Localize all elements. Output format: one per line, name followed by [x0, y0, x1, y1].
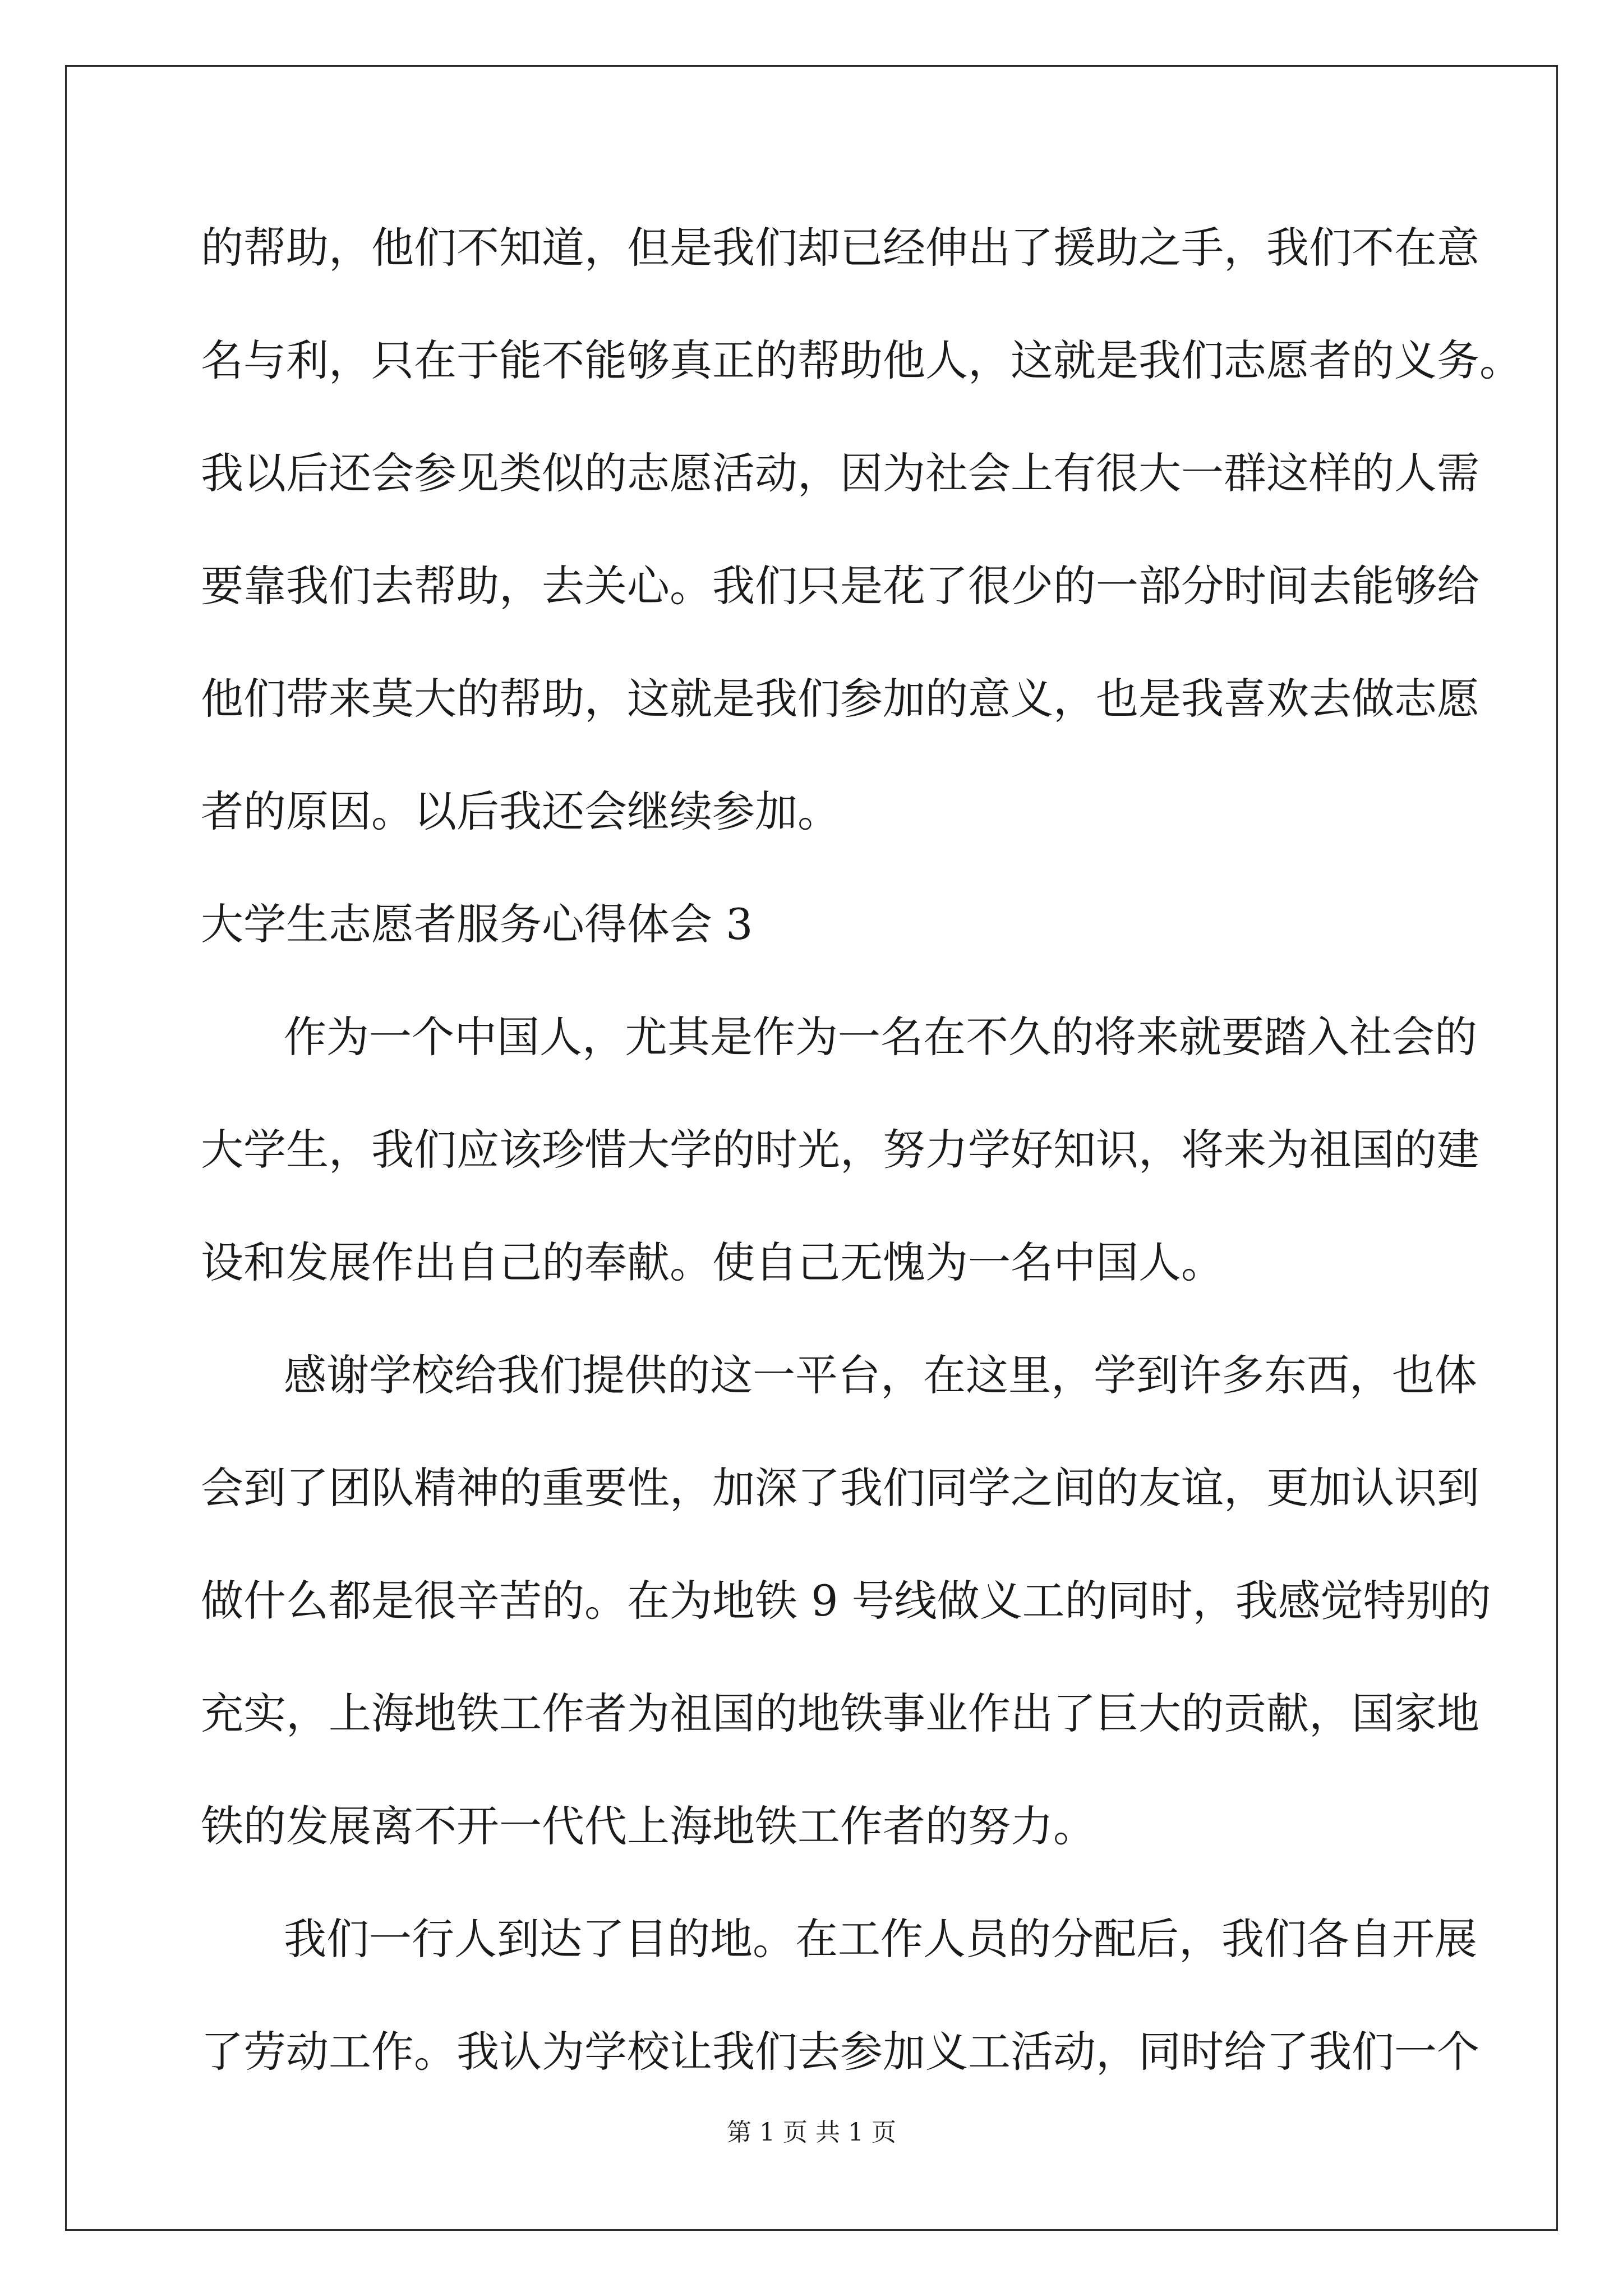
text-line: 我以后还会参见类似的志愿活动，因为社会上有很大一群这样的人需 [201, 448, 1479, 498]
text-line: 做什么都是很辛苦的。在为地铁 9 号线做义工的同时，我感觉特别的 [201, 1576, 1491, 1626]
text-line: 感谢学校给我们提供的这一平台，在这里，学到许多东西，也体 [284, 1350, 1477, 1400]
text-line: 了劳动工作。我认为学校让我们去参加义工活动，同时给了我们一个 [201, 2027, 1479, 2077]
text-line: 的帮助，他们不知道，但是我们却已经伸出了援助之手，我们不在意 [201, 223, 1479, 273]
text-line: 充实，上海地铁工作者为祖国的地铁事业作出了巨大的贡献，国家地 [201, 1688, 1479, 1738]
text-line: 大学生，我们应该珍惜大学的时光，努力学好知识，将来为祖国的建 [201, 1125, 1479, 1175]
text-line: 要靠我们去帮助，去关心。我们只是花了很少的一部分时间去能够给 [201, 561, 1479, 611]
text-line: 者的原因。以后我还会继续参加。 [201, 786, 840, 836]
text-line: 作为一个中国人，尤其是作为一名在不久的将来就要踏入社会的 [284, 1012, 1477, 1062]
text-line: 名与利，只在于能不能够真正的帮助他人，这就是我们志愿者的义务。 [201, 335, 1522, 385]
section-heading: 大学生志愿者服务心得体会 3 [201, 899, 753, 949]
text-line: 铁的发展离不开一代代上海地铁工作者的努力。 [201, 1801, 1096, 1851]
text-line: 设和发展作出自己的奉献。使自己无愧为一名中国人。 [201, 1237, 1224, 1287]
text-line: 他们带来莫大的帮助，这就是我们参加的意义，也是我喜欢去做志愿 [201, 674, 1479, 724]
page-footer: 第 1 页 共 1 页 [727, 2118, 896, 2147]
text-line: 会到了团队精神的重要性，加深了我们同学之间的友谊，更加认识到 [201, 1463, 1479, 1513]
text-line: 我们一行人到达了目的地。在工作人员的分配后，我们各自开展 [284, 1914, 1477, 1964]
